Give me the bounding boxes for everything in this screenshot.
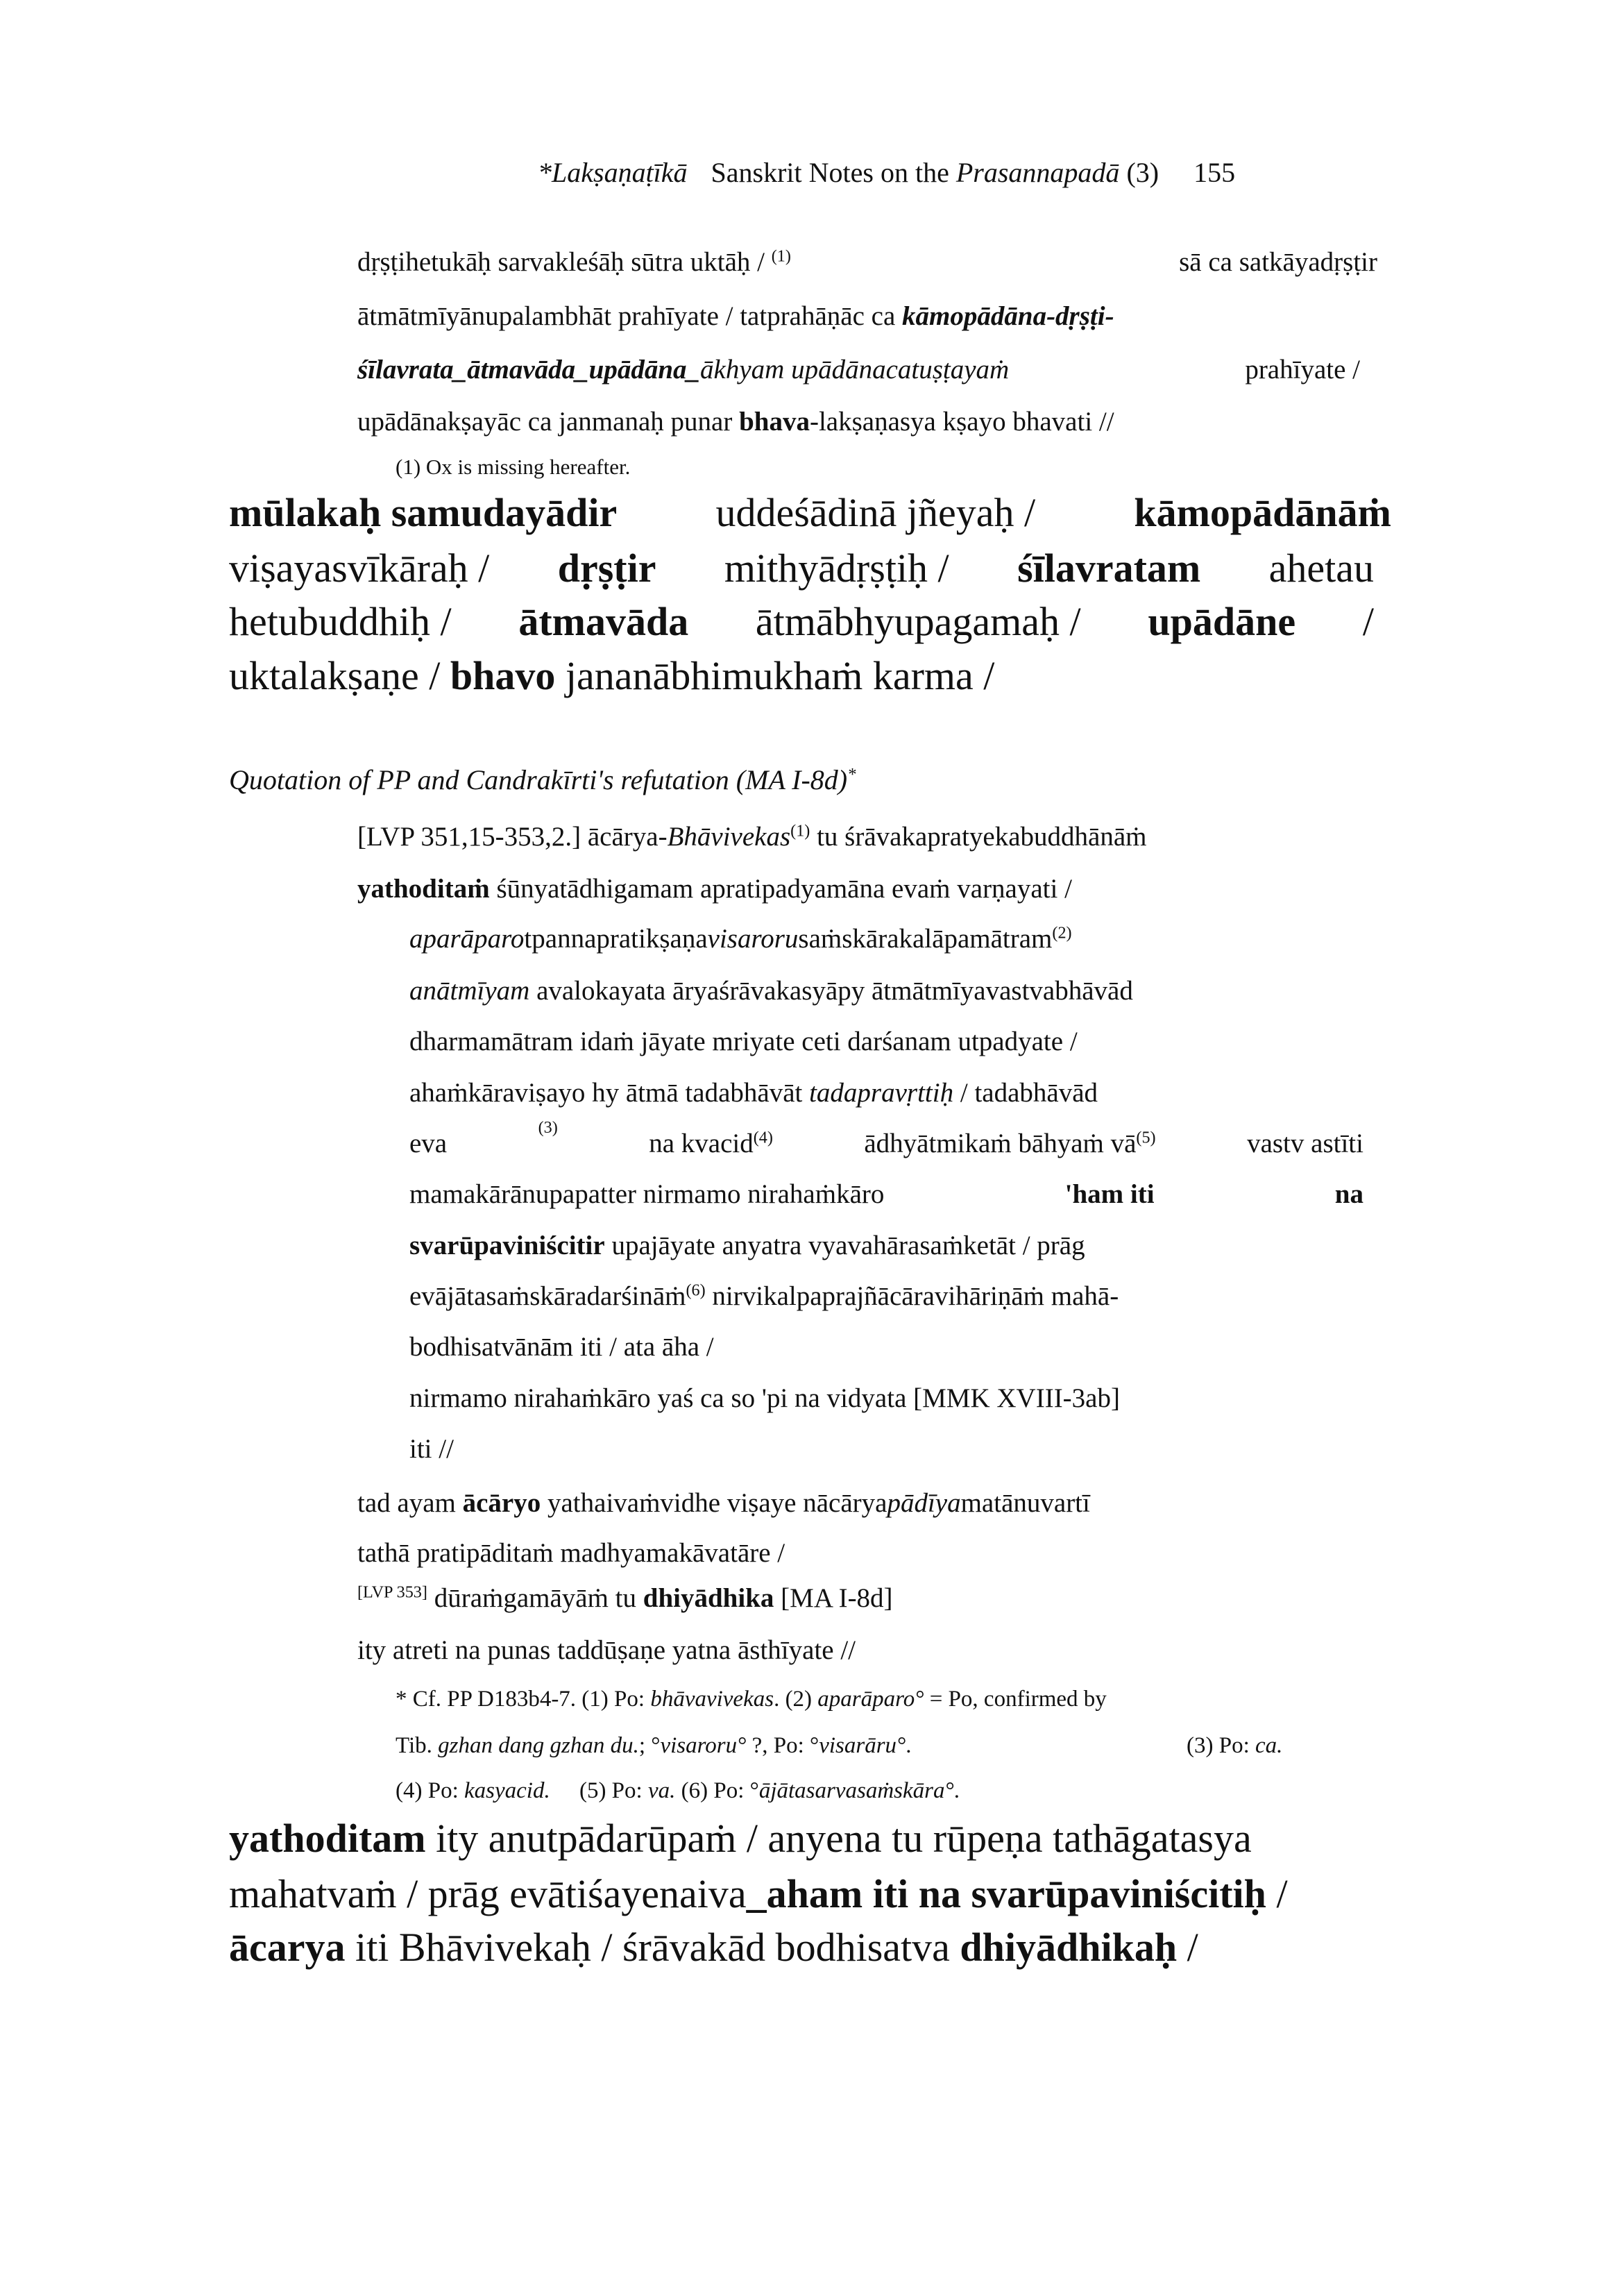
block2-line2: viṣayasvīkāraḥ / dṛṣṭir mithyādṛṣṭiḥ / śīlavratam ahetau — [229, 546, 1374, 591]
quote-line-15: tathā pratipāditaṁ madhyamakāvatāre / — [357, 1538, 785, 1568]
footnote-line-2-note3: (3) Po: ca. — [1187, 1733, 1283, 1758]
footnote-ref: (1) — [771, 246, 791, 266]
footnote-line-3: (4) Po: kasyacid. (5) Po: va. (6) Po: °ājātasarvasaṁskāra°. — [396, 1778, 960, 1803]
quote-line-14: tad ayam ācāryo yathaivaṁvidhe viṣaye nācāryapādīyamatānuvartī — [357, 1488, 1090, 1518]
block2-line4: uktalakṣaṇe / bhavo jananābhimukhaṁ karma / — [229, 653, 995, 698]
quote-line-6: ahaṁkāraviṣayo hy ātmā tadabhāvāt tadapravṛttiḥ / tadabhāvād — [409, 1078, 1098, 1108]
block3-line1: yathoditam ity anutpādarūpaṁ / anyena tu rūpeṇa tathāgatasya — [229, 1816, 1252, 1861]
quote-line-10: evājātasaṁskāradarśināṁ$^{(6)}$ nirvikalpaprajñācāravihāriṇāṁ mahā- — [409, 1281, 1119, 1311]
block2-line1: mūlakaḥ samudayādir uddeśādinā jñeyaḥ / kāmopādānāṁ — [229, 490, 1391, 535]
quote-line-12: nirmamo nirahaṁkāro yaś ca so 'pi na vidyata [MMK XVIII-3ab] — [409, 1383, 1120, 1413]
quote-line-16: [LVP 353] dūraṁgamāyāṁ tu dhiyādhika [MA I-8d] — [357, 1582, 893, 1613]
quote-line-1: [LVP 351,15-353,2.] ācārya-Bhāvivekas$^{(1)}$ tu śrāvakapratyekabuddhānāṁ — [357, 821, 1147, 852]
header-title-italic: Prasannapadā — [955, 157, 1120, 188]
block1-line4: upādānakṣayāc ca janmanaḥ punar bhava-lakṣaṇasya kṣayo bhavati // — [357, 407, 1114, 437]
quote-line-4: anātmīyam avalokayata āryaśrāvakasyāpy ātmātmīyavastvabhāvād — [409, 976, 1133, 1006]
quote-line-2: yathoditaṁ śūnyatādhigamam apratipadyamāna evaṁ varṇayati / — [357, 874, 1072, 904]
footnote-line-2: Tib. gzhan dang gzhan du.; °visaroru° ?, Po: °visarāru°. — [396, 1733, 912, 1758]
block3-line3: ācarya iti Bhāvivekaḥ / śrāvakād bodhisatva dhiyādhikaḥ / — [229, 1925, 1198, 1970]
quote-line-3: aparāparotpannapratikṣaṇavisarorusaṁskārakalāpamātram$^{(2)}$ — [409, 923, 1072, 954]
header-part: (3) — [1126, 157, 1159, 188]
block1-line1: dṛṣṭihetukāḥ sarvakleśāḥ sūtra uktāḥ / $^{(1)}$ sā ca satkāyadṛṣṭir — [357, 246, 1377, 277]
header-series: *Lakṣaṇaṭīkā — [538, 157, 688, 188]
block1-line3: śīlavrata_ātmavāda_upādāna_ākhyam upādānacatuṣṭayaṁ prahīyate / — [357, 355, 1360, 385]
block1-line2: ātmātmīyānupalambhāt prahīyate / tatprahāṇāc ca kāmopādāna-dṛṣṭi- — [357, 301, 1114, 331]
block1-footnote: (1) Ox is missing hereafter. — [396, 455, 631, 479]
footnote-line-1: * Cf. PP D183b4-7. (1) Po: bhāvavivekas. (2) aparāparo° = Po, confirmed by — [396, 1687, 1107, 1712]
section-title: Quotation of PP and Candrakīrti's refutation (MA I-8d)* — [229, 764, 856, 795]
quote-line-8: mamakārānupapatter nirmamo nirahaṁkāro 'ham iti na — [409, 1179, 1363, 1209]
block2-line3: hetubuddhiḥ / ātmavāda ātmābhyupagamaḥ / upādāne / — [229, 599, 1374, 644]
quote-line-5: dharmamātram idaṁ jāyate mriyate ceti darśanam utpadyate / — [409, 1027, 1078, 1056]
quote-line-13: iti // — [409, 1434, 454, 1464]
header-title-pre: Sanskrit Notes on the — [711, 157, 956, 188]
quote-line-9: svarūpaviniścitir upajāyate anyatra vyavahārasaṁketāt / prāg — [409, 1231, 1085, 1260]
page-number: 155 — [1193, 157, 1236, 188]
quote-line-7: eva (3) na kvacid$^{(4)}$ ādhyātmikaṁ bāhyaṁ $vā^{(5)}$ vastv astīti — [409, 1118, 1363, 1158]
quote-line-11: bodhisatvānām iti / ata āha / — [409, 1332, 714, 1362]
running-header — [538, 156, 1235, 189]
quote-line-17: ity atreti na punas taddūṣaṇe yatna āsthīyate // — [357, 1635, 856, 1665]
block3-line2: mahatvaṁ / prāg evātiśayenaiva_aham iti na svarūpaviniścitiḥ / — [229, 1871, 1288, 1916]
